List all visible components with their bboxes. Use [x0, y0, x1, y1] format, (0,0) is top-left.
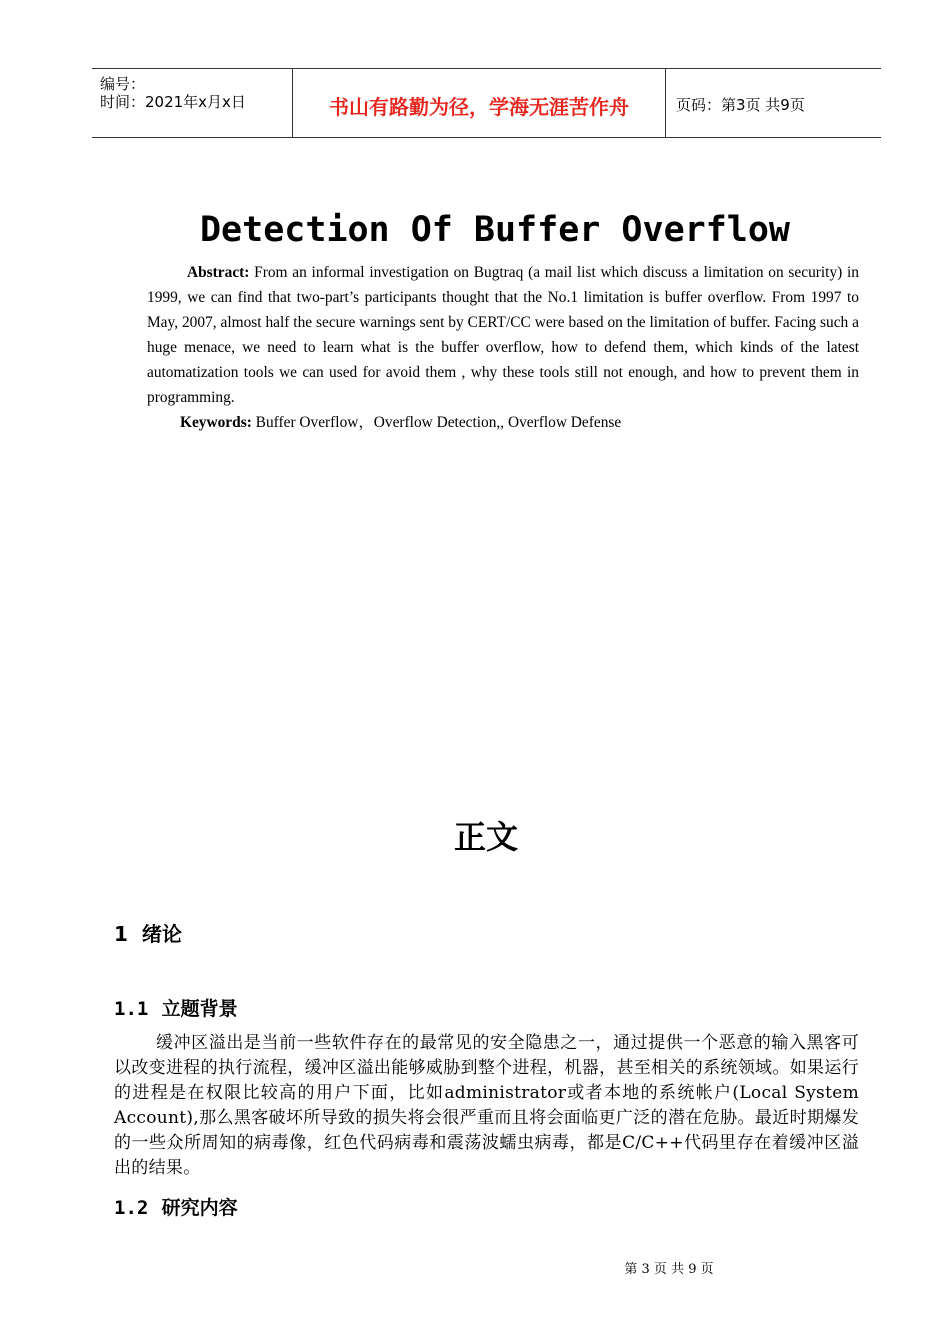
section-1-1-paragraph: 缓冲区溢出是当前一些软件存在的最常见的安全隐患之一，通过提供一个恶意的输入黑客可以改变进程的执行流程，缓冲区溢出能够威胁到整个进程，机器，甚至相关的系统领域。如果运行的进程是在权限比较高的用户下面，比如administrator或者本地的系统帐户(Local System Account),那么黑客破坏所导致的损失将会很严重而且将会面临更广泛的潜在危胁。最近时期爆发的一些众所周知的病毒像，红色代码病毒和震荡波蠕虫病毒，都是C/C++代码里存在着缓冲区溢出的结果。: [114, 1033, 859, 1178]
header-page-info: 页码：第3页 共9页: [676, 96, 805, 114]
header-info-cell: [92, 69, 293, 137]
page-footer: 第 3 页 共 9 页: [624, 1262, 714, 1277]
keywords-line: [180, 410, 621, 435]
main-heading: 正文: [453, 818, 518, 856]
keywords-label: Keywords:: [180, 414, 252, 431]
section-1-title: 绪论: [141, 922, 182, 946]
header-motto-cell: [293, 69, 666, 137]
header-motto: 书山有路勤为径，学海无涯苦作舟: [329, 95, 629, 119]
abstract-paragraph: [147, 260, 859, 410]
section-1-2-title: 研究内容: [161, 1197, 238, 1219]
keywords-text: Buffer Overflow，Overflow Detection,, Overflow Defense: [251, 414, 622, 431]
section-1-1-title: 立题背景: [161, 998, 238, 1020]
serial-label: 编号：: [100, 75, 146, 93]
section-1-2-heading: [114, 1193, 238, 1220]
section-1-heading: [114, 918, 182, 947]
document-title: Detection Of Buffer Overflow: [199, 210, 790, 250]
section-1-1-number: 1.1: [114, 998, 149, 1020]
time-label: 时间：2021年x月x日: [100, 93, 246, 111]
abstract-text: From an informal investigation on Bugtraq (a mail list which discuss a limitation on security) in 1999, we can find that two-part’s participants thought that the No.1 limitation is buffer overflow. From 1997 to May, 2007, almost half the secure warnings sent by CERT/CC were based on the limitation of buffer. Facing such a huge menace, we need to learn what is the buffer overflow, how to defend them, which kinds of the latest automatization tools we can used for avoid them , why these tools still not enough, and how to prevent them in programming.: [147, 264, 859, 406]
section-1-2-number: 1.2: [114, 1197, 149, 1219]
section-1-1-heading: [114, 994, 238, 1021]
abstract-label: Abstract:: [187, 264, 250, 281]
header-page-cell: [666, 69, 881, 137]
document-header: [92, 68, 881, 138]
section-1-number: 1: [114, 922, 128, 946]
